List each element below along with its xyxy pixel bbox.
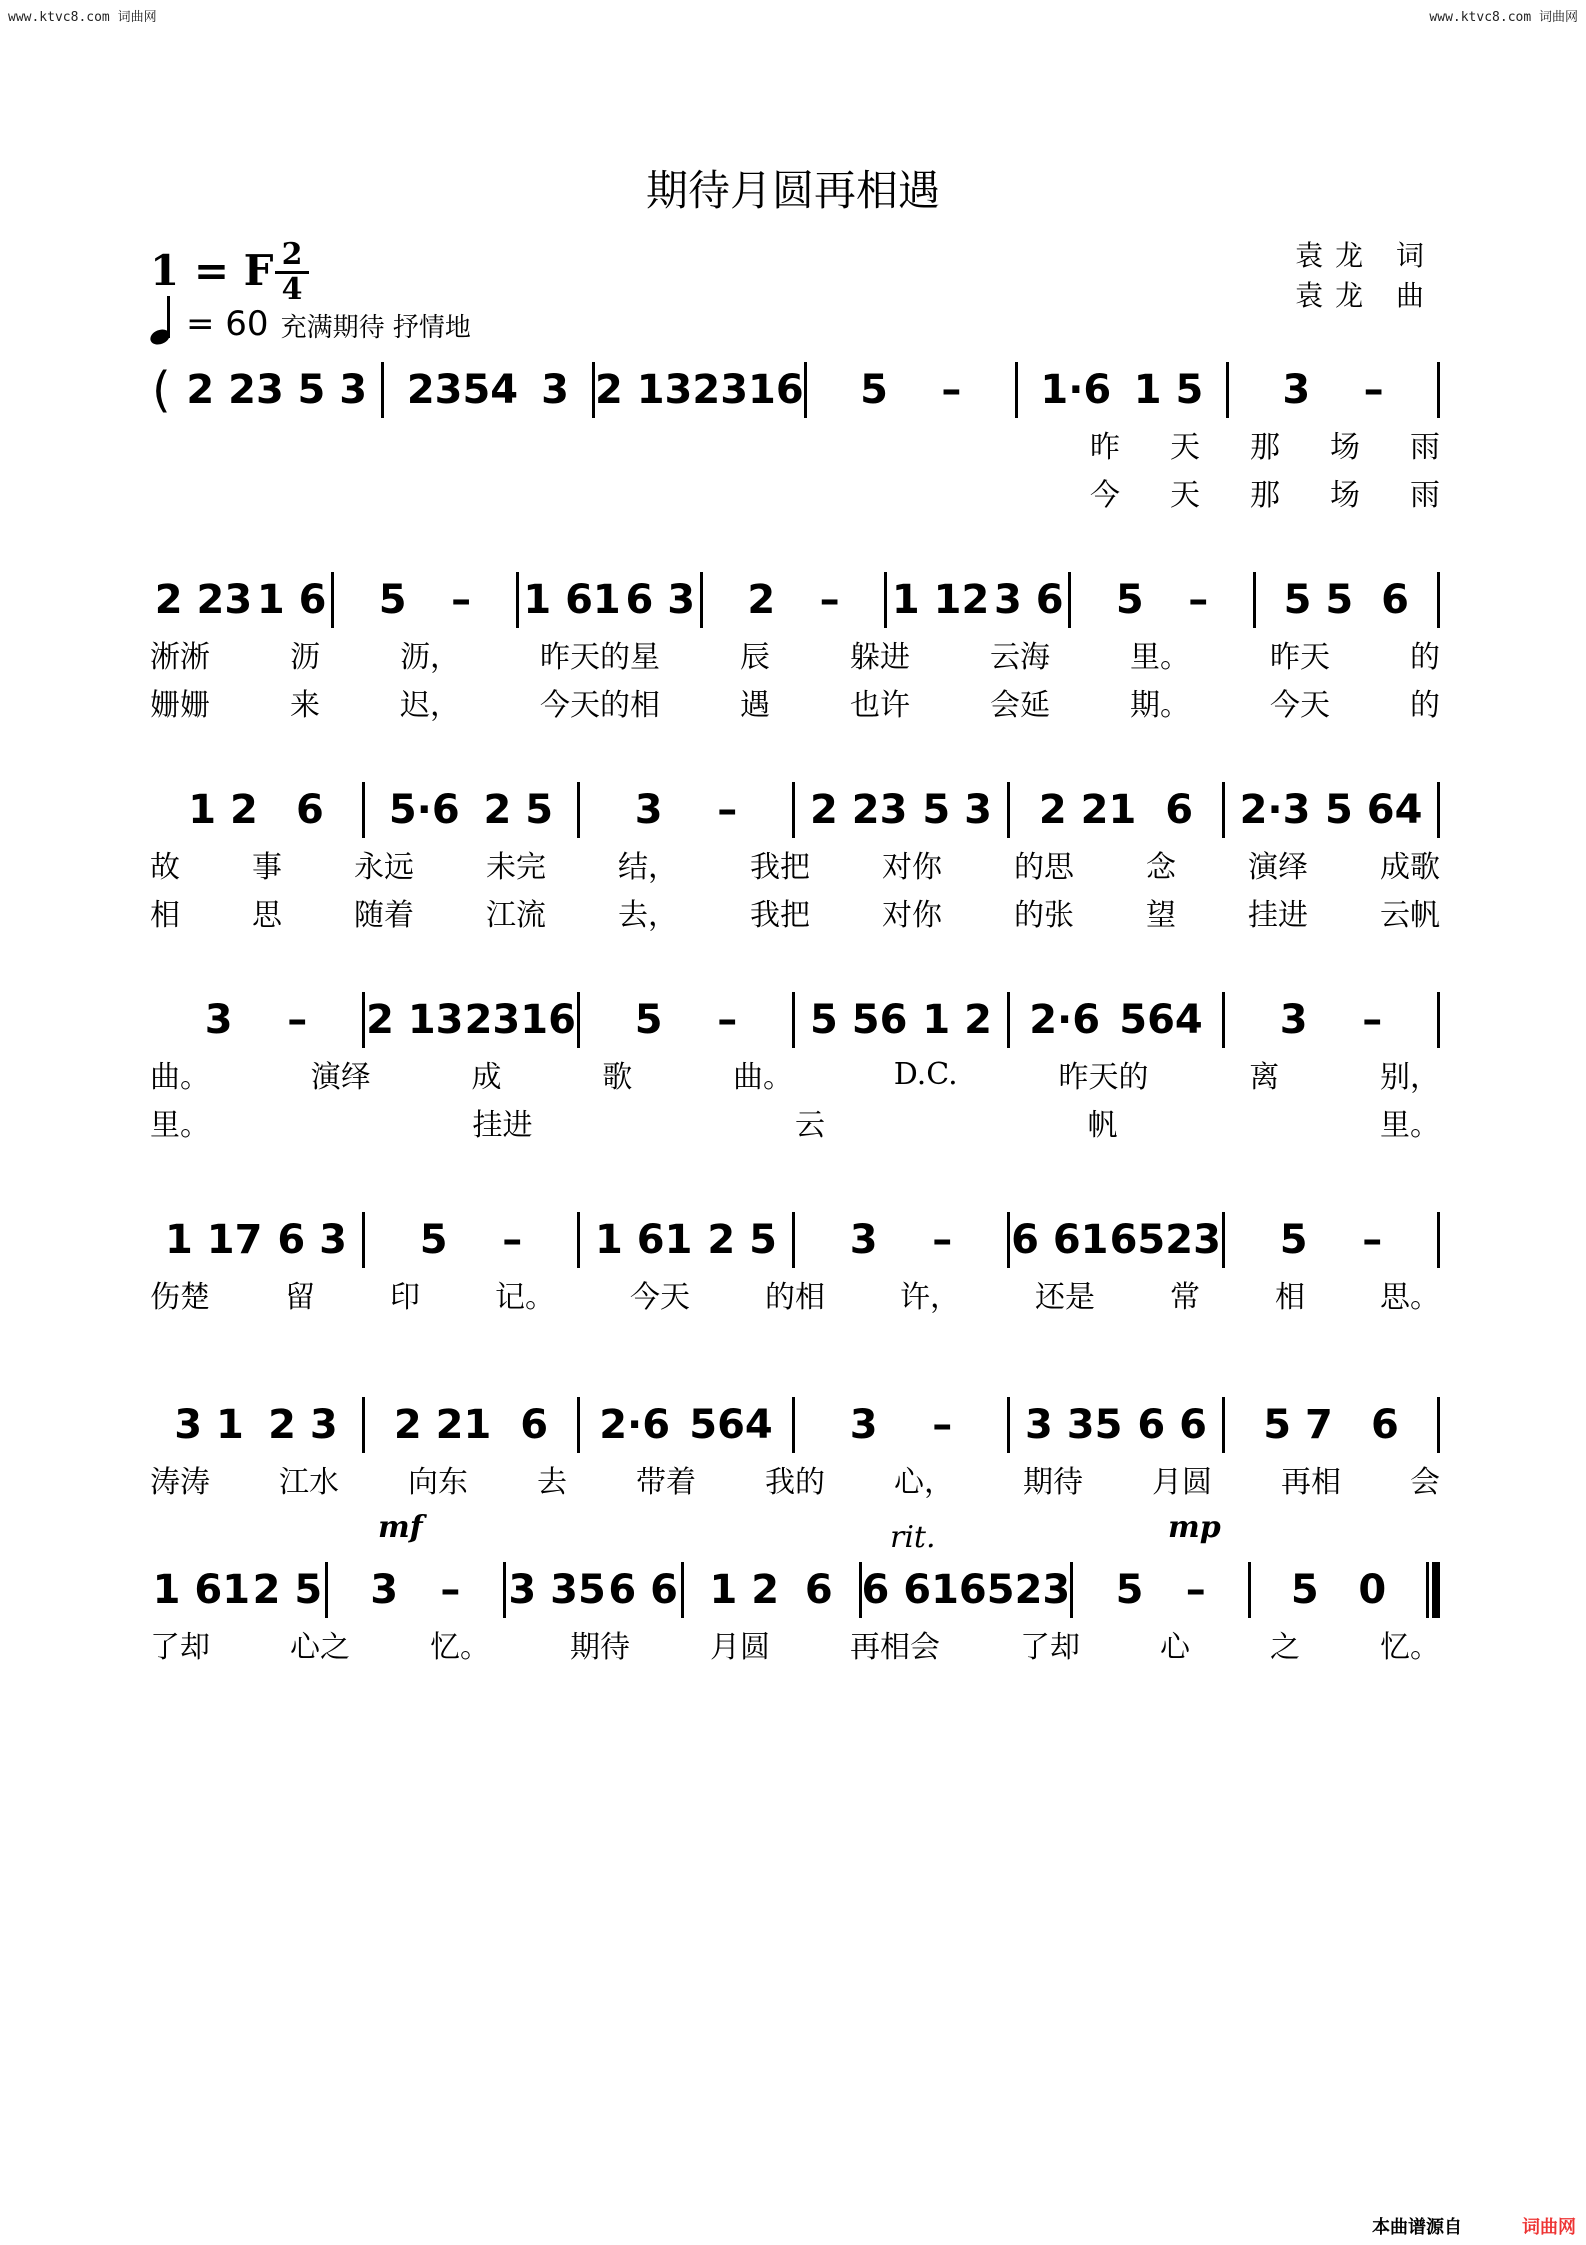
lyric-word: 曲。: [733, 1060, 793, 1095]
lyric-word: 涛涛: [150, 1465, 210, 1500]
note-group: 2·6: [1029, 997, 1101, 1043]
lyric-word: 之: [1270, 1630, 1300, 1665]
lyric-word: 今天: [630, 1280, 690, 1315]
lyric-word: 我把: [750, 850, 810, 885]
measure: [795, 1395, 1007, 1455]
measure: [334, 570, 515, 630]
credits: 袁龙 词 袁龙 曲: [1295, 239, 1436, 312]
barline: [1437, 1212, 1440, 1268]
measure: [173, 360, 381, 420]
lyric-word: 来: [290, 688, 320, 723]
note-group: 5: [860, 367, 888, 413]
note-group: –: [1185, 1567, 1206, 1613]
note-group: 6: [1165, 787, 1194, 833]
measure: [1010, 780, 1222, 840]
lyric-word: 沥，: [400, 640, 460, 675]
measure: [1010, 1210, 1222, 1270]
note-group: 3: [634, 787, 663, 833]
note-group: 1 2: [188, 787, 258, 833]
lyric-line: [150, 1455, 1440, 1503]
watermark-right: www.ktvc8.com 词曲网: [1429, 10, 1578, 25]
lyric-word: 永远: [354, 850, 414, 885]
time-signature: 2 4: [275, 240, 309, 305]
lyric-word: 歌: [602, 1060, 633, 1095]
lyric-word: 云海: [990, 640, 1050, 675]
measure: [150, 1395, 362, 1455]
note-group: –: [717, 997, 738, 1043]
lyric-word: 离: [1249, 1060, 1280, 1095]
note-group: –: [1362, 997, 1383, 1043]
lyric-word: 未完: [486, 850, 546, 885]
measure: [1251, 1560, 1426, 1620]
note-group: 2 5: [252, 1567, 323, 1613]
lyric-word: 期待: [570, 1630, 630, 1665]
lyric-word: 曲。: [150, 1060, 210, 1095]
lyric-word: 场: [1330, 478, 1360, 513]
measure: [519, 570, 700, 630]
note-group: –: [1363, 367, 1384, 413]
lyric-word: 心，: [894, 1465, 954, 1500]
measure: [365, 1395, 577, 1455]
note-group: 3 1: [174, 1402, 244, 1448]
note-group: 2·3: [1239, 787, 1311, 833]
note-group: 6: [1370, 1402, 1399, 1448]
lyric-word: 淅淅: [150, 640, 210, 675]
measure: [150, 1210, 362, 1270]
lyric-word: 念: [1146, 850, 1176, 885]
lyric-word: 的相: [765, 1280, 825, 1315]
lyric-line: [150, 420, 1440, 468]
note-group: 3 6: [994, 577, 1064, 623]
note-group: –: [1362, 1217, 1383, 1263]
lyric-word: 昨天的: [1058, 1060, 1149, 1095]
lyric-line: [150, 678, 1440, 726]
note-group: –: [819, 577, 840, 623]
measure: [150, 780, 362, 840]
lyric-word: 记。: [495, 1280, 555, 1315]
note-group: –: [502, 1217, 523, 1263]
measure: [795, 990, 1007, 1050]
lyric-word: 挂进: [1248, 898, 1308, 933]
lyric-word: 今天的相: [540, 688, 660, 723]
note-group: 564: [689, 1402, 773, 1448]
note-group: –: [1188, 577, 1209, 623]
note-group: 1 61: [594, 1217, 693, 1263]
barline: [1437, 362, 1440, 418]
note-group: 5: [378, 577, 407, 623]
lyric-line: [150, 468, 1440, 516]
measure: [150, 990, 362, 1050]
measure: [1225, 780, 1437, 840]
lyric-word: 天: [1170, 478, 1200, 513]
measure: [580, 1210, 792, 1270]
note-group: 2 3: [268, 1402, 338, 1448]
staff-system: [150, 990, 1440, 1146]
lyric-word: 会延: [990, 688, 1050, 723]
lyric-word: 成: [471, 1060, 502, 1095]
note-group: 1 2: [709, 1567, 780, 1613]
notes-row: [150, 990, 1440, 1050]
measure: [795, 1210, 1007, 1270]
lyric-word: 心之: [290, 1630, 350, 1665]
note-group: 6 3: [277, 1217, 347, 1263]
measure: [1256, 570, 1437, 630]
notes-row: [150, 1210, 1440, 1270]
note-group: 5 5: [1283, 577, 1354, 623]
lyric-word: 挂进: [472, 1108, 533, 1143]
note-group: 6 61: [1011, 1217, 1109, 1263]
lyric-word: 也许: [850, 688, 910, 723]
lyric-word: 忆。: [430, 1630, 490, 1665]
lyric-line: [150, 1620, 1440, 1668]
note-group: 2316: [464, 997, 576, 1043]
lyric-line: [150, 1098, 1440, 1146]
note-group: 6523: [1109, 1217, 1221, 1263]
note-group: 5: [1290, 1567, 1319, 1613]
lyric-word: 里。: [1380, 1108, 1440, 1143]
note-group: –: [932, 1402, 953, 1448]
note-group: 2 21: [1038, 787, 1137, 833]
note-group: 1 12: [891, 577, 990, 623]
lyric-word: 遇: [740, 688, 770, 723]
lyric-word: 故: [150, 850, 180, 885]
note-group: 2316: [692, 367, 804, 413]
note-group: 3: [849, 1402, 878, 1448]
measure: [887, 570, 1068, 630]
note-group: 5: [1115, 1567, 1144, 1613]
note-group: 5 3: [922, 787, 992, 833]
note-group: 5 56: [809, 997, 908, 1043]
lyric-word: 迟，: [400, 688, 460, 723]
note-group: –: [287, 997, 308, 1043]
measure: [1073, 1560, 1248, 1620]
measure: [580, 1395, 792, 1455]
note-group: 564: [1119, 997, 1203, 1043]
notes-row: [150, 1560, 1440, 1620]
lyric-word: 了却: [1020, 1630, 1080, 1665]
note-group: 1·6: [1040, 367, 1112, 413]
lyric-word: 了却: [150, 1630, 210, 1665]
lyric-word: 带着: [636, 1465, 696, 1500]
lyric-word: 姗姗: [150, 688, 210, 723]
watermark-left: www.ktvc8.com 词曲网: [8, 10, 157, 25]
lyric-word: 印: [390, 1280, 420, 1315]
lyric-word: 的思: [1014, 850, 1074, 885]
lyric-word: 相: [1275, 1280, 1305, 1315]
lyric-word: 雨: [1410, 478, 1440, 513]
lyric-word: 今天: [1270, 688, 1330, 723]
note-group: 6 61: [861, 1567, 959, 1613]
lyric-word: 月圆: [1152, 1465, 1212, 1500]
lyric-word: 留: [285, 1280, 315, 1315]
measure: [580, 990, 792, 1050]
measure: [365, 1210, 577, 1270]
note-group: 2·6: [599, 1402, 671, 1448]
lyric-word: 辰: [740, 640, 770, 675]
note-group: 2 5: [483, 787, 554, 833]
measure: [807, 360, 1015, 420]
quarter-note-icon: [150, 296, 180, 344]
lyric-word: 的张: [1014, 898, 1074, 933]
dynamic-mp: mp: [1168, 1510, 1221, 1545]
lyric-word: 里。: [150, 1108, 210, 1143]
measure: [1010, 990, 1222, 1050]
note-group: 5 64: [1324, 787, 1423, 833]
measure: [703, 570, 884, 630]
note-group: –: [440, 1567, 461, 1613]
lyric-word: D.C.: [893, 1056, 958, 1092]
footer: 本曲谱源自 词曲网: [1372, 2217, 1576, 2238]
measure: [365, 990, 577, 1050]
lyric-word: 江水: [279, 1465, 339, 1500]
lyric-word: 我的: [765, 1465, 825, 1500]
dynamic-rit: rit.: [890, 1520, 936, 1555]
staff-system: [150, 570, 1440, 726]
note-group: 6: [1381, 577, 1409, 623]
lyric-word: 随着: [354, 898, 414, 933]
lyric-word: 相: [150, 898, 180, 933]
barline: [1426, 1562, 1440, 1618]
lyric-word: 还是: [1035, 1280, 1095, 1315]
measure: [580, 780, 792, 840]
staff-system: [150, 1395, 1440, 1503]
lyric-word: 望: [1146, 898, 1176, 933]
note-group: 2 23: [154, 577, 253, 623]
note-group: 3: [1282, 367, 1311, 413]
note-group: 2 21: [393, 1402, 492, 1448]
note-group: 3: [1279, 997, 1308, 1043]
measure: [1018, 360, 1226, 420]
lyric-word: 向东: [408, 1465, 468, 1500]
note-group: 6: [295, 787, 324, 833]
lyric-word: 再相: [1281, 1465, 1341, 1500]
measure: [1225, 990, 1437, 1050]
lyric-word: 昨: [1090, 430, 1120, 465]
lyric-word: 那: [1250, 478, 1280, 513]
lyric-line: [150, 1270, 1440, 1318]
lyric-line: [150, 630, 1440, 678]
staff-system: [150, 780, 1440, 936]
lyric-word: 今: [1090, 478, 1120, 513]
lyric-word: 帆: [1087, 1108, 1118, 1143]
lyric-word: 再相会: [850, 1630, 940, 1665]
note-group: –: [717, 787, 738, 833]
key-signature: 1 = F: [150, 246, 274, 295]
note-group: 2 13: [366, 997, 464, 1043]
note-group: 3: [541, 367, 569, 413]
note-group: 2: [747, 577, 776, 623]
dynamic-mf: mf: [378, 1510, 423, 1545]
note-group: 5: [634, 997, 663, 1043]
notes-row: [150, 570, 1440, 630]
note-group: 2 23: [809, 787, 908, 833]
note-group: 2 13: [594, 367, 693, 413]
lyric-word: 月圆: [710, 1630, 770, 1665]
measure: [1225, 1210, 1437, 1270]
measure: [150, 570, 331, 630]
lyric-word: 我把: [750, 898, 810, 933]
tempo-marking: = 60 充满期待 抒情地: [150, 296, 471, 344]
measure: [1071, 570, 1252, 630]
barline: [1437, 782, 1440, 838]
notes-row: [150, 780, 1440, 840]
note-group: 5·6: [388, 787, 460, 833]
measure: [1010, 1395, 1222, 1455]
lyric-word: 演绎: [310, 1060, 371, 1095]
note-group: –: [932, 1217, 953, 1263]
note-group: 1 6: [256, 577, 327, 623]
note-group: 3 35: [1024, 1402, 1123, 1448]
lyric-word: 沥: [290, 640, 320, 675]
lyric-line: [150, 1050, 1440, 1098]
note-group: 3: [849, 1217, 878, 1263]
measure: [384, 360, 592, 420]
note-group: 6: [804, 1567, 833, 1613]
lyric-word: 许，: [900, 1280, 960, 1315]
lyric-word: 的: [1410, 688, 1440, 723]
lyric-word: 忆。: [1380, 1630, 1440, 1665]
note-group: 3 35: [508, 1567, 606, 1613]
note-group: 1 5: [1133, 367, 1204, 413]
note-group: 1 61: [523, 577, 621, 623]
lyric-word: 云: [795, 1108, 825, 1143]
lyric-word: 云帆: [1380, 898, 1440, 933]
lyric-word: 去: [537, 1465, 567, 1500]
note-group: –: [451, 577, 472, 623]
lyric-word: 江流: [486, 898, 546, 933]
note-group: 5: [419, 1217, 448, 1263]
lyric-word: 对你: [882, 898, 942, 933]
lyric-word: 常: [1170, 1280, 1200, 1315]
note-group: 2 5: [707, 1217, 777, 1263]
note-group: 5: [1279, 1217, 1308, 1263]
lyric-word: 事: [252, 850, 282, 885]
note-group: 3: [370, 1567, 399, 1613]
measure: [684, 1560, 859, 1620]
measure: [795, 780, 1007, 840]
notes-row: [150, 1395, 1440, 1455]
measure: [365, 780, 577, 840]
note-group: 1 17: [164, 1217, 263, 1263]
barline: [1437, 572, 1440, 628]
note-group: 6523: [958, 1567, 1071, 1613]
note-group: –: [941, 367, 962, 413]
lyric-word: 期待: [1023, 1465, 1083, 1500]
note-group: 5 3: [297, 367, 368, 413]
lyric-word: 去，: [618, 898, 678, 933]
note-group: 2354: [406, 367, 519, 413]
lyric-word: 演绎: [1248, 850, 1308, 885]
lyric-word: 躲进: [850, 640, 910, 675]
measure: [150, 1560, 325, 1620]
measure: [595, 360, 804, 420]
measure: [1229, 360, 1437, 420]
lyric-word: 成歌: [1380, 850, 1440, 885]
lyric-word: 里。: [1130, 640, 1190, 675]
measure: [862, 1560, 1071, 1620]
note-group: 6 6: [1137, 1402, 1207, 1448]
lyric-word: 思: [252, 898, 282, 933]
note-group: 6 6: [608, 1567, 678, 1613]
staff-system: [150, 1210, 1440, 1318]
note-group: 5: [1115, 577, 1144, 623]
lyric-word: 心: [1160, 1630, 1190, 1665]
note-group: 2 23: [186, 367, 284, 413]
notes-row: [150, 360, 1440, 420]
lyric-word: 期。: [1130, 688, 1190, 723]
lyric-word: 伤楚: [150, 1280, 210, 1315]
lyric-word: 昨天的星: [540, 640, 660, 675]
lyric-word: 会: [1410, 1465, 1440, 1500]
lyric-word: 昨天: [1270, 640, 1330, 675]
note-group: 5 7: [1263, 1402, 1333, 1448]
intro-bracket: (: [152, 362, 171, 418]
lyric-word: 雨: [1410, 430, 1440, 465]
lyric-word: 天: [1170, 430, 1200, 465]
note-group: 1 61: [152, 1567, 251, 1613]
lyric-line: [150, 840, 1440, 888]
note-group: 0: [1358, 1567, 1387, 1613]
lyric-word: 那: [1250, 430, 1280, 465]
lyric-word: 对你: [882, 850, 942, 885]
measure: [506, 1560, 681, 1620]
lyric-line: [150, 888, 1440, 936]
lyric-word: 的: [1410, 640, 1440, 675]
staff-system: [150, 360, 1440, 516]
note-group: 3: [204, 997, 233, 1043]
song-title: 期待月圆再相遇: [645, 166, 940, 215]
note-group: 6 3: [625, 577, 696, 623]
barline: [1437, 1397, 1440, 1453]
lyric-word: 结，: [618, 850, 678, 885]
staff-system: [150, 1560, 1440, 1668]
measure: [1225, 1395, 1437, 1455]
note-group: 1 2: [922, 997, 992, 1043]
lyric-word: 场: [1330, 430, 1360, 465]
lyric-word: 别，: [1379, 1060, 1440, 1095]
measure: [328, 1560, 503, 1620]
lyric-word: 思。: [1380, 1280, 1440, 1315]
barline: [1437, 992, 1440, 1048]
note-group: 6: [520, 1402, 549, 1448]
